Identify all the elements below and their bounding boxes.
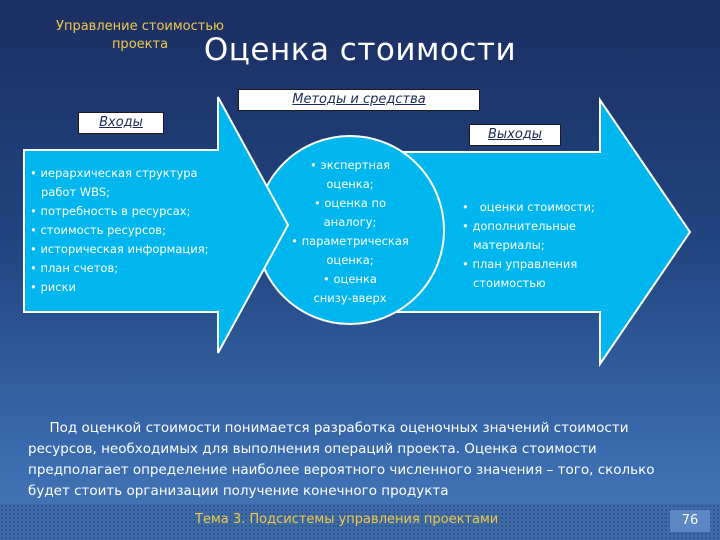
list-item: снизу-вверх — [313, 291, 387, 305]
list-item: материалы; — [462, 238, 545, 252]
list-item: • оценки стоимости; — [462, 200, 595, 214]
list-item: • дополнительные — [462, 219, 576, 233]
inputs-label: Входы — [78, 112, 164, 134]
methods-list — [280, 156, 420, 308]
list-item: • иерархическая структура — [30, 166, 198, 180]
list-item: работ WBS; — [30, 185, 111, 199]
course-title: Управление стоимостью проекта — [56, 19, 224, 52]
list-item: • стоимость ресурсов; — [30, 223, 166, 237]
outputs-list — [462, 198, 595, 293]
methods-label: Методы и средства — [238, 89, 480, 111]
list-item: • историческая информация; — [30, 242, 209, 256]
outputs-label: Выходы — [469, 124, 561, 146]
footer-topic: Тема 3. Подсистемы управления проектами — [195, 512, 499, 527]
list-item: • параметрическая — [291, 234, 409, 248]
list-item: стоимостью — [462, 276, 546, 290]
list-item: • риски — [30, 280, 76, 294]
slide-title: Оценка стоимости — [203, 32, 517, 68]
list-item: оценка; — [326, 177, 374, 191]
description-paragraph: Под оценкой стоимости понимается разработка оценочных значений стоимости ресурсов, необходимых для выполнения операций проекта. Оценка стоимости предполагает определение наиболее вероятного численного значения – того, сколько будет стоить организации получение конечного продукта — [28, 420, 659, 499]
list-item: • потребность в ресурсах; — [30, 204, 191, 218]
page-number: 76 — [670, 510, 710, 532]
list-item: • оценка — [323, 272, 377, 286]
list-item: • экспертная — [309, 158, 391, 172]
list-item: • план счетов; — [30, 261, 119, 275]
inputs-list — [30, 164, 208, 297]
list-item: • оценка по — [313, 196, 387, 210]
list-item: • план управления — [462, 257, 578, 271]
list-item: аналогу; — [323, 215, 377, 229]
list-item: оценка; — [326, 253, 374, 267]
